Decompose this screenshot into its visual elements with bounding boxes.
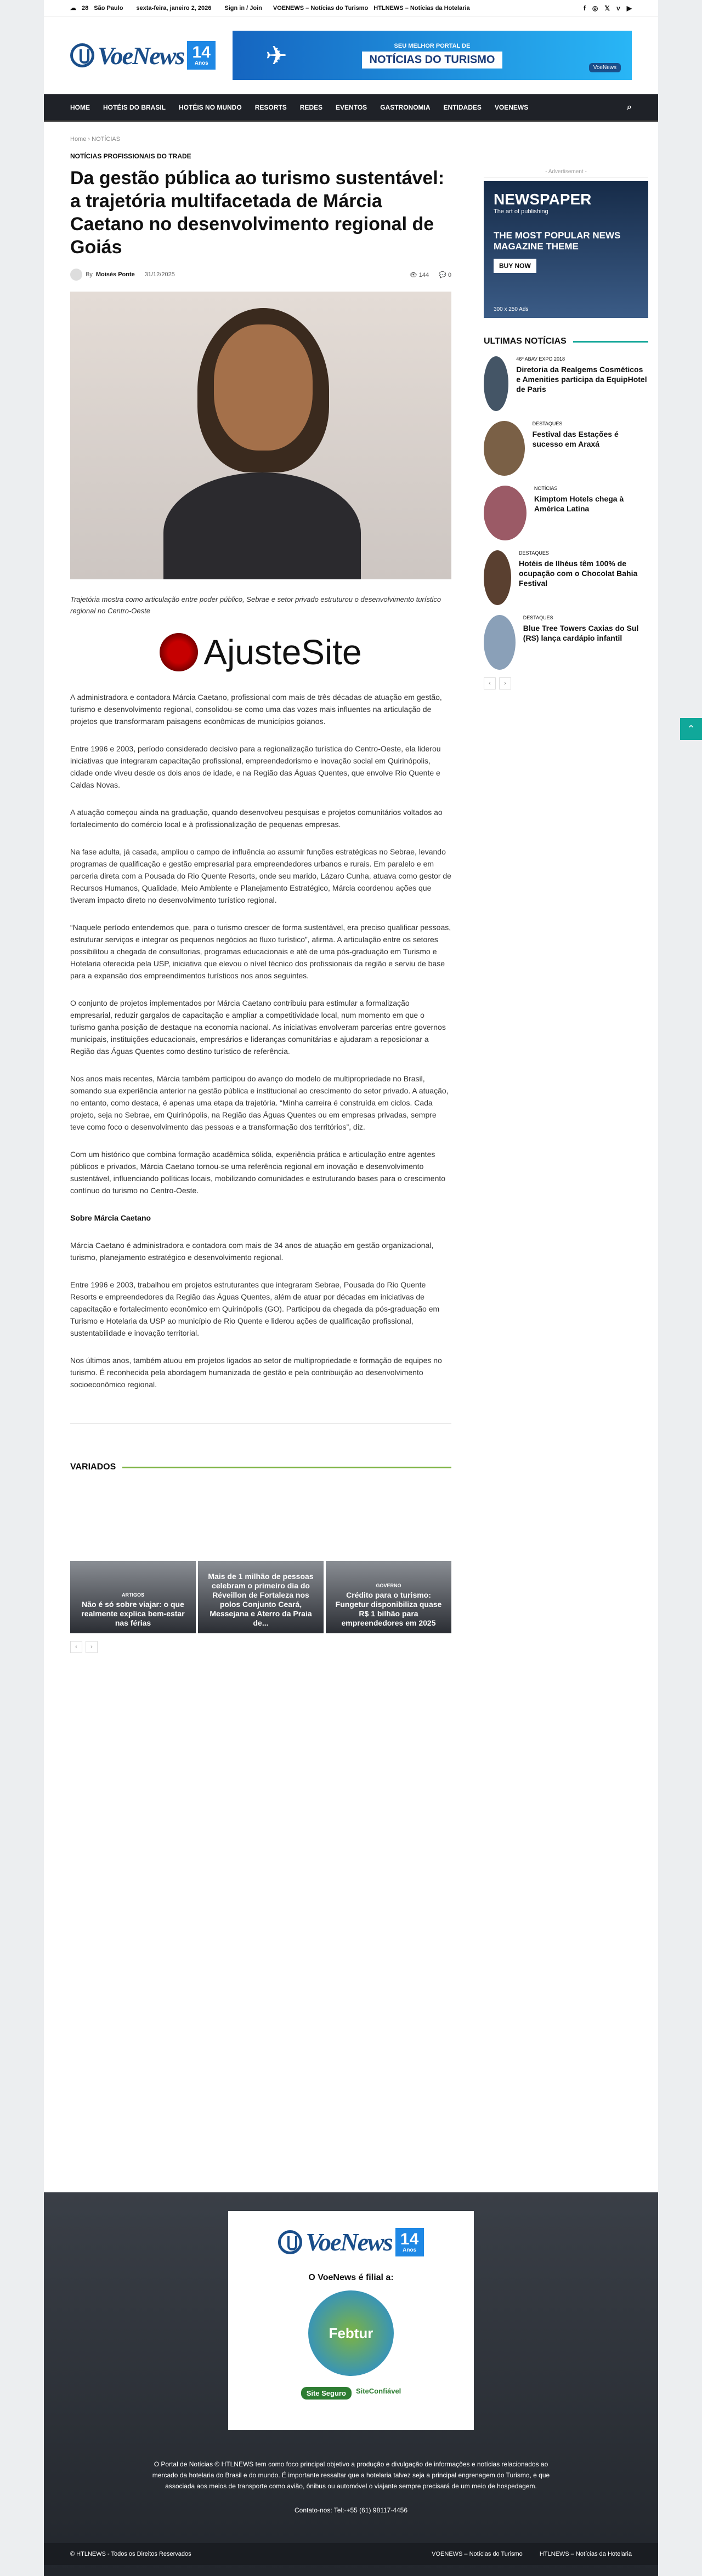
photo-face — [214, 324, 313, 451]
by-label: By — [86, 271, 93, 278]
copyright: © HTLNEWS - Todos os Direitos Reservados — [70, 2551, 191, 2557]
news-card[interactable] — [70, 1561, 196, 1633]
about-paragraph: Nos últimos anos, também atuou em projetos ligados ao setor de multipropriedade e formação de equipes no turismo. É reconhecida pela abordagem humanizada de gestão e pela contribuição ao desenvolvimento socioeconômico regional. — [70, 1356, 442, 1389]
post-thumbnail[interactable] — [484, 421, 525, 476]
footer-htlnews-link[interactable]: HTLNEWS – Notícias da Hotelaria — [539, 2551, 632, 2557]
post-title[interactable]: Kimptom Hotels chega à América Latina — [534, 494, 624, 513]
post-category[interactable]: NOTÍCIAS — [534, 486, 558, 491]
ad-subtitle: The art of publishing — [494, 208, 548, 215]
sidebar-post[interactable] — [484, 615, 648, 670]
photo-body — [163, 472, 361, 579]
footer-contact: Contato-nos: Tel:-+55 (61) 98117-4456 — [294, 2506, 408, 2514]
post-thumbnail[interactable] — [484, 356, 508, 411]
about-paragraph: Entre 1996 e 2003, trabalhou em projetos estruturantes que integraram Sebrae, Pousada do Rio Quente Resorts e empreendedores da Região das Águas Quentes, além de atuar por décadas em iniciativas de capacitação e fortalecimento econômico em Quirinópolis (GO). Participou da chegada da pós-graduação em Turismo e Hotelaria da USP ao município de Rio Quente e liderou ações de qualificação profissional, sustentabilidade e inovação territorial. — [70, 1280, 440, 1337]
site-header — [44, 16, 658, 94]
footer-logo-box — [228, 2211, 474, 2430]
card-title[interactable]: Crédito para o turismo: Fungetur disponibiliza quase R$ 1 bilhão para empreendedores em 2025 — [335, 1591, 442, 1627]
site-logo[interactable] — [70, 41, 216, 70]
ad-title: NEWSPAPER — [494, 191, 592, 208]
post-title[interactable]: Festival das Estações é sucesso em Araxá — [532, 430, 619, 448]
trust-seals — [301, 2387, 401, 2400]
main-nav — [44, 94, 658, 122]
header-banner[interactable] — [233, 31, 632, 80]
febtur-logo[interactable] — [308, 2290, 394, 2376]
top-bar — [44, 0, 658, 16]
sidebar-post[interactable] — [484, 486, 648, 540]
footer-logo[interactable] — [278, 2227, 423, 2256]
post-category[interactable]: 46º ABAV EXPO 2018 — [516, 356, 565, 362]
latest-news-header — [484, 337, 648, 346]
article-title: Da gestão pública ao turismo sustentável: a trajetória multifacetada de Márcia Caetano no desenvolvimento regional de Goiás — [70, 168, 445, 258]
breadcrumb — [70, 136, 451, 143]
card-category[interactable]: GOVERNO — [376, 1583, 401, 1588]
news-card[interactable] — [198, 1561, 324, 1633]
subsidiary-label: O VoeNews é filial a: — [308, 2273, 394, 2282]
secure-seal[interactable]: Site Seguro — [301, 2387, 352, 2400]
sidebar-post[interactable] — [484, 356, 648, 411]
ad-size: 300 x 250 Ads — [494, 306, 529, 312]
footer-text — [143, 2459, 559, 2516]
article-column — [70, 122, 451, 1653]
sign-in-link[interactable]: Sign in / Join — [224, 4, 262, 12]
post-title[interactable]: Diretoria da Realgems Cosméticos e Amenities participa da EquipHotel de Paris — [516, 365, 647, 394]
badge-number: 14 — [192, 43, 211, 61]
author-avatar — [70, 269, 82, 281]
nav-resorts[interactable]: RESORTS — [254, 103, 287, 111]
nav-hoteis-brasil[interactable]: HOTÉIS DO BRASIL — [103, 103, 166, 111]
htlnews-link[interactable]: HTLNEWS – Notícias da Hotelaria — [373, 4, 470, 12]
post-thumbnail[interactable] — [484, 615, 516, 670]
sidebar-post[interactable] — [484, 421, 648, 476]
title-rule — [122, 1467, 451, 1468]
nav-gastronomia[interactable]: GASTRONOMIA — [380, 103, 431, 111]
sidebar-post[interactable] — [484, 550, 648, 605]
card-title[interactable]: Mais de 1 milhão de pessoas celebram o primeiro dia do Réveillon de Fortaleza nos polos Conjunto Ceará, Messejana e Aterro da Praia de... — [208, 1572, 314, 1627]
comment-icon: 💬 — [439, 271, 448, 278]
airplane-icon: ✈ — [265, 42, 288, 71]
card-title[interactable]: Não é só sobre viajar: o que realmente explica bem-estar nas férias — [81, 1600, 185, 1627]
author-name[interactable]: Moisés Ponte — [95, 271, 135, 278]
nav-voenews[interactable]: VOENEWS — [494, 103, 529, 111]
paragraph: O conjunto de projetos implementados por Márcia Caetano contribuiu para estimular a formalização empresarial, reduzir gargalos de capacitação e ampliar a competitividade local, num momento em que o turismo ganha posição de destaque na economia nacional. As iniciativas envolveram parcerias entre governos municipais, instituições educacionais, empresários e lideranças comunitárias e ajudaram a reposicionar a Região das Águas Quentes como destino turístico de referência. — [70, 999, 446, 1056]
card-category[interactable]: ARTIGOS — [121, 1592, 144, 1598]
twitter-icon[interactable]: 𝕏 — [604, 4, 610, 12]
paragraph: Na fase adulta, já casada, ampliou o campo de influência ao assumir funções estratégicas no Sebrae, levando programas de qualificação e gestão empresarial para empreendedores urbanos e rurais. Em paralelo e em parceria direta com a Pousada do Rio Quente Resorts, onde seu marido, Lázaro Cunha, atuava como gestor de Recursos Humanos, Qualidade, Meio Ambiente e Planejamento Estratégico, Márcia coordenou ações que tiveram impacto direto no desenvolvimento turístico regional. — [70, 847, 451, 904]
paragraph: A atuação começou ainda na graduação, quando desenvolveu pesquisas e projetos comunitários voltados ao fortalecimento do comércio local e à profissionalização de pequenas empresas. — [70, 808, 443, 829]
title-rule — [573, 341, 648, 343]
badge-sub: Anos — [403, 2247, 417, 2253]
voenews-link[interactable]: VOENEWS – Notícias do Turismo — [273, 4, 369, 12]
breadcrumb-home[interactable]: Home — [70, 136, 87, 143]
nav-entidades[interactable]: ENTIDADES — [443, 103, 482, 111]
post-category[interactable]: DESTAQUES — [523, 615, 553, 620]
post-thumbnail[interactable] — [484, 486, 526, 540]
logo-text: VoeNews — [305, 2228, 392, 2256]
paragraph: Nos anos mais recentes, Márcia também participou do avanço do modelo de multipropriedade no Brasil, somando sua experiência anterior na gestão pública e institucional ao crescimento do setor privado. A atuação, no entanto, como destaca, é apenas uma etapa da trajetória. “Minha carreira é construída em ciclos. Cada projeto, seja no Sebrae, em Quirinópolis, na Região das Águas Quentes ou em empresas privadas, sempre teve como foco o desenvolvimento das pessoas e a transformação dos territórios”, diz. — [70, 1074, 449, 1131]
social-links — [584, 4, 632, 12]
post-category[interactable]: DESTAQUES — [532, 421, 563, 426]
article-body — [70, 691, 451, 1390]
latest-news-title: ULTIMAS NOTÍCIAS — [484, 337, 567, 346]
prev-icon[interactable]: ‹ — [484, 677, 496, 689]
search-icon[interactable]: ⌕ — [627, 102, 632, 112]
instagram-icon[interactable]: ◎ — [592, 4, 598, 12]
nav-redes[interactable]: REDES — [299, 103, 323, 111]
footer-links — [432, 2551, 632, 2557]
post-thumbnail[interactable] — [484, 550, 511, 605]
ad-buy-button[interactable]: BUY NOW — [494, 259, 536, 273]
vimeo-icon[interactable]: v — [616, 4, 620, 12]
featured-image — [70, 292, 451, 579]
current-date: sexta-feira, janeiro 2, 2026 — [136, 4, 212, 12]
weather-city: São Paulo — [94, 4, 123, 12]
weather-icon: ☁ — [70, 5, 76, 12]
post-title[interactable]: Blue Tree Towers Caxias do Sul (RS) lança cardápio infantil — [523, 624, 639, 642]
sponsor-banner[interactable] — [70, 628, 451, 677]
nav-eventos[interactable]: EVENTOS — [336, 103, 367, 111]
anniversary-badge — [187, 41, 216, 70]
about-paragraph: Márcia Caetano é administradora e contadora com mais de 34 anos de atuação em gestão organizacional, turismo, planejamento estratégico e desenvolvimento regional. — [70, 1241, 434, 1262]
ad-label: - Advertisement - — [484, 169, 648, 178]
rose-icon — [160, 633, 198, 671]
paragraph: “Naquele período entendemos que, para o turismo crescer de forma sustentável, era preciso qualificar pessoas, estruturar serviços e integrar os pequenos negócios ao fluxo turístico”, afirma. A articulação entre os setores possibilitou a chegada de consultorias, programas educacionais e até de uma pós-graduação em Turismo e Hotelaria oferecida pela USP, iniciativa que elevou o nível técnico dos profissionais da região e serviu de base para a expansão dos empreendimentos turísticos nos anos seguintes. — [70, 923, 451, 980]
prev-icon[interactable]: ‹ — [70, 1641, 82, 1653]
badge-sub: Anos — [194, 60, 208, 66]
article-category[interactable]: NOTÍCIAS PROFISSIONAIS DO TRADE — [70, 152, 191, 160]
breadcrumb-current[interactable]: NOTÍCIAS — [92, 136, 121, 143]
comments-count[interactable] — [439, 271, 451, 278]
weather-temp: 28 — [82, 4, 89, 12]
sponsor-name: AjusteSite — [203, 632, 362, 672]
views-count — [410, 271, 429, 278]
nav-hoteis-mundo[interactable]: HOTÉIS NO MUNDO — [179, 103, 242, 111]
logo-mark-icon — [278, 2230, 302, 2254]
post-category[interactable]: DESTAQUES — [518, 550, 549, 556]
next-icon[interactable]: › — [86, 1641, 98, 1653]
facebook-icon[interactable]: f — [583, 4, 586, 12]
paragraph: A administradora e contadora Márcia Caetano, profissional com mais de três décadas de atuação em gestão, turismo e desenvolvimento regional, consolidou-se como uma das vozes mais influentes na articulação de projetos que transformaram paisagens econômicas de municípios goianos. — [70, 693, 442, 726]
febtur-name: Febtur — [329, 2324, 373, 2341]
variados-cards — [70, 1561, 451, 1633]
back-to-top-icon[interactable]: ⌃ — [680, 718, 702, 740]
variados-header — [70, 1462, 451, 1472]
anniversary-badge — [395, 2228, 424, 2256]
about-heading: Sobre Márcia Caetano — [70, 1213, 151, 1222]
banner-line1: SEU MELHOR PORTAL DE — [394, 42, 471, 49]
article-date: 31/12/2025 — [144, 271, 175, 278]
footer-bottom-bar — [44, 2543, 658, 2565]
news-card[interactable] — [326, 1561, 451, 1633]
sidebar — [484, 122, 648, 1653]
comments-value: 0 — [448, 271, 451, 278]
badge-number: 14 — [400, 2230, 419, 2248]
youtube-icon[interactable]: ▶ — [626, 4, 632, 12]
eye-icon: 👁 — [409, 271, 419, 278]
post-title[interactable]: Hotéis de Ilhéus têm 100% de ocupação com o Chocolat Bahia Festival — [518, 559, 638, 588]
next-icon[interactable]: › — [499, 677, 511, 689]
trust-seal[interactable]: SiteConfiável — [355, 2387, 401, 2395]
nav-home[interactable]: HOME — [70, 103, 90, 111]
paragraph: Entre 1996 e 2003, período considerado decisivo para a regionalização turística do Centro-Oeste, ela liderou iniciativas que integraram capacitação profissional, empreendedorismo e inovação social em Quirinópolis, cidade onde viveu desde os dois anos de idade, e na Região das Águas Quentes, que envolve Rio Quente e Caldas Novas. — [70, 744, 441, 789]
logo-text: VoeNews — [98, 41, 184, 70]
site-footer — [44, 2192, 658, 2576]
footer-voenews-link[interactable]: VOENEWS – Notícias do Turismo — [432, 2551, 523, 2557]
logo-mark-icon — [70, 43, 94, 67]
ad-headline: THE MOST POPULAR NEWS MAGAZINE THEME — [494, 230, 621, 252]
cards-pager — [70, 1641, 451, 1653]
sidebar-pager — [484, 677, 648, 689]
article-meta — [70, 269, 451, 281]
image-caption: Trajetória mostra como articulação entre poder público, Sebrae e setor privado estruturou o desenvolvimento turístico regional no Centro-Oeste — [70, 595, 441, 615]
divider — [70, 1423, 451, 1424]
sidebar-ad[interactable] — [484, 181, 648, 318]
paragraph: Com um histórico que combina formação acadêmica sólida, experiência prática e articulação entre agentes públicos e privados, Márcia Caetano tornou-se uma referência regional em inovação e desenvolvimento sustentável, influenciando políticas locais, mobilizando comunidades e estruturando bases para o crescimento contínuo do turismo no Centro-Oeste. — [70, 1150, 446, 1195]
breadcrumb-separator: › — [88, 136, 90, 143]
banner-line2: NOTÍCIAS DO TURISMO — [362, 52, 503, 69]
banner-brand: VoeNews — [589, 63, 621, 72]
variados-title: VARIADOS — [70, 1462, 116, 1472]
views-value: 144 — [418, 271, 429, 278]
footer-about: O Portal de Notícias © HTLNEWS tem como foco principal objetivo a produção e divulgação de informações e notícias relacionados ao mercado da hotelaria do Brasil e do mundo. É importante ressaltar que a hotelaria talvez seja a principal engrenagem do Turismo, e que associada aos meios de transporte como avião, ônibus ou automóvel o viajante sempre precisará de um meio de hospedagem. — [152, 2460, 550, 2490]
